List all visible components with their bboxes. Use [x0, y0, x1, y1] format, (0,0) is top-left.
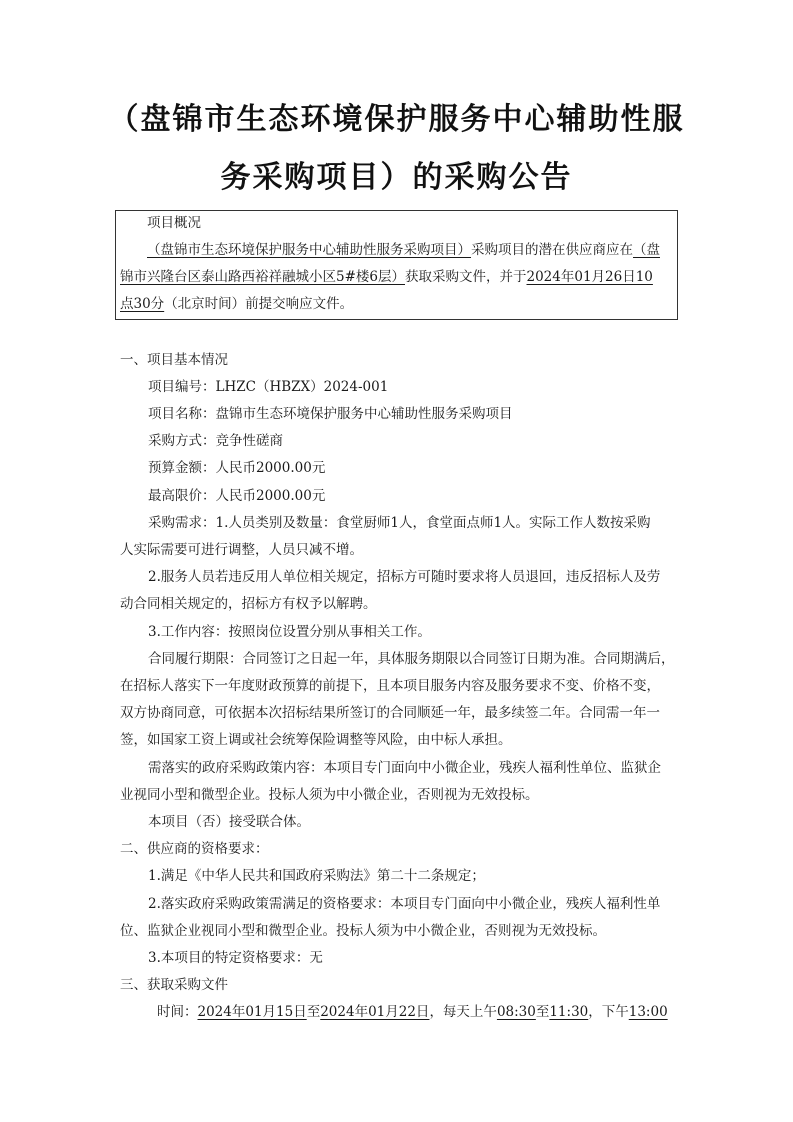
overview-address-start: （盘 — [633, 242, 660, 258]
page-title-line1: （盘锦市生态环境保护服务中心辅助性服 — [108, 102, 685, 137]
max-price: 最高限价：人民币2000.00元 — [148, 488, 326, 504]
consortium-note: 本项目（否）接受联合体。 — [148, 814, 310, 830]
afternoon-text: ，下午 — [588, 1004, 629, 1020]
overview-text: （北京时间）前提交响应文件。 — [164, 296, 354, 312]
date-to: 2024年01月22日 — [320, 1004, 430, 1020]
contract-term-a: 合同履行期限：合同签订之日起一年，具体服务期限以合同签订日期为准。合同期满后， — [148, 651, 675, 667]
section2-heading: 二、供应商的资格要求： — [120, 841, 269, 857]
time-label: 时间： — [157, 1004, 198, 1020]
date-from: 2024年01月15日 — [197, 1004, 307, 1020]
requirement-1-b: 人实际需要可进行调整，人员只减不增。 — [120, 542, 363, 558]
daily-text: ，每天上午 — [429, 1004, 497, 1020]
section3-heading: 三、获取采购文件 — [120, 977, 228, 993]
qualification-2-b: 位、监狱企业视同小型和微型企业。投标人须为中小微企业，否则视为无效投标。 — [120, 923, 606, 939]
policy-b: 业视同小型和微型企业。投标人须为中小微企业，否则视为无效投标。 — [120, 787, 539, 803]
overview-address: 锦市兴隆台区泰山路西裕祥融城小区5#楼6层） — [120, 269, 405, 285]
requirement-2-b: 动合同相关规定的，招标方有权予以解聘。 — [120, 596, 377, 612]
overview-deadline-date: 2024年01月26日10 — [526, 269, 653, 285]
afternoon-start: 13:00 — [628, 1004, 668, 1020]
procurement-method: 采购方式：竞争性磋商 — [148, 433, 283, 449]
contract-term-d: 签，如国家工资上调或社会统筹保险调整等风险，由中标人承担。 — [120, 732, 512, 748]
morning-end: 11:30 — [549, 1004, 589, 1020]
acquisition-time — [157, 1002, 668, 1022]
overview-text: 获取采购文件，并于 — [405, 269, 527, 285]
project-number: 项目编号：LHZC（HBZX）2024-001 — [148, 379, 389, 395]
to-text: 至 — [535, 1004, 550, 1020]
qualification-3: 3.本项目的特定资格要求：无 — [148, 950, 323, 966]
requirement-3: 3.工作内容：按照岗位设置分别从事相关工作。 — [148, 624, 431, 640]
requirement-2-a: 2.服务人员若违反用人单位相关规定，招标方可随时要求将人员退回，违反招标人及劳 — [148, 569, 661, 585]
budget-amount: 预算金额：人民币2000.00元 — [148, 460, 326, 476]
section1-heading: 一、项目基本情况 — [120, 352, 228, 368]
overview-line-3 — [120, 294, 353, 314]
overview-deadline-time: 点30分 — [120, 296, 165, 312]
qualification-1: 1.满足《中华人民共和国政府采购法》第二十二条规定； — [148, 868, 485, 884]
overview-heading: 项目概况 — [147, 215, 201, 231]
page-title-line2: 务采购项目）的采购公告 — [220, 160, 573, 195]
contract-term-c: 双方协商同意，可依据本次招标结果所签订的合同顺延一年，最多续签二年。合同需一年一 — [120, 705, 660, 721]
requirement-1-a: 采购需求：1.人员类别及数量：食堂厨师1人，食堂面点师1人。实际工作人数按采购 — [148, 515, 651, 531]
overview-line-2 — [120, 267, 653, 287]
overview-line-1 — [147, 240, 660, 260]
overview-text: 采购项目的潜在供应商应在 — [471, 242, 633, 258]
overview-project-name: （盘锦市生态环境保护服务中心辅助性服务采购项目） — [147, 242, 471, 258]
qualification-2-a: 2.落实政府采购政策需满足的资格要求：本项目专门面向中小微企业，残疾人福利性单 — [148, 896, 661, 912]
policy-a: 需落实的政府采购政策内容：本项目专门面向中小微企业，残疾人福利性单位、监狱企 — [148, 760, 661, 776]
contract-term-b: 在招标人落实下一年度财政预算的前提下，且本项目服务内容及服务要求不变、价格不变， — [120, 678, 660, 694]
to-text: 至 — [306, 1004, 321, 1020]
project-name: 项目名称：盘锦市生态环境保护服务中心辅助性服务采购项目 — [148, 406, 513, 422]
morning-start: 08:30 — [496, 1004, 536, 1020]
